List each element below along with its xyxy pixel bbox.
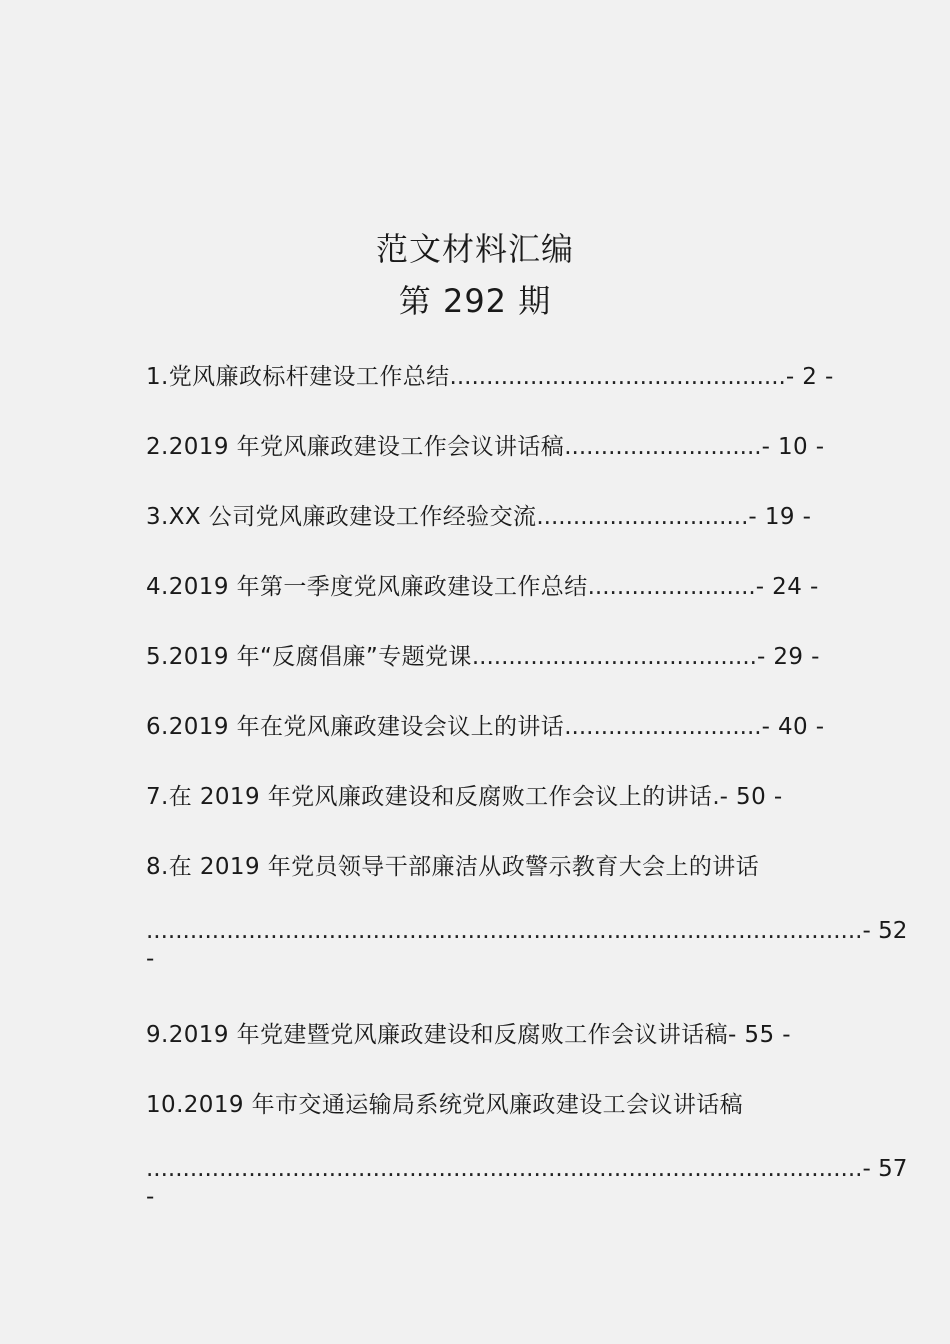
toc-page-number: - 24 - (755, 574, 819, 600)
toc-page-number: - 52 (862, 918, 908, 944)
toc-page-number: - 29 - (756, 644, 820, 670)
toc-page-number: - 10 - (761, 434, 825, 460)
toc-entry-title: 10.2019 年市交通运输局系统党风廉政建设工会议讲话稿 (146, 1092, 744, 1118)
toc-leader-dots: ........................... (564, 714, 762, 740)
toc-page-number: - 50 - (719, 784, 783, 810)
issue-number: 第 292 期 (398, 282, 552, 320)
toc-page-number: - 2 - (785, 364, 834, 390)
toc-entry-title: 9.2019 年党建暨党风廉政建设和反腐败工作会议讲话稿 (146, 1022, 728, 1048)
toc-entry-title: 8.在 2019 年党员领导干部廉洁从政警示教育大会上的讲话 (146, 854, 760, 880)
toc-entry-8[interactable] (146, 848, 759, 881)
toc-leader-dots: .................................................................................................. (146, 918, 863, 944)
toc-page-number-tail: - (146, 1184, 155, 1210)
toc-entry-1[interactable] (146, 358, 834, 391)
document-title: 范文材料汇编 (375, 230, 574, 268)
toc-entry-title: 5.2019 年“反腐倡廉”专题党课 (146, 644, 472, 670)
toc-entry-5[interactable] (146, 638, 820, 671)
toc-page-number: - 40 - (761, 714, 825, 740)
toc-entry-title: 2.2019 年党风廉政建设工作会议讲话稿 (146, 434, 565, 460)
toc-entry-3[interactable] (146, 498, 811, 531)
toc-page-number: - 57 (862, 1156, 908, 1182)
toc-entry-title: 1.党风廉政标杆建设工作总结 (146, 364, 450, 390)
toc-entry-6[interactable] (146, 708, 825, 741)
toc-leader-dots: ............................. (536, 504, 749, 530)
toc-leader-dots: ....................................... (471, 644, 757, 670)
toc-entry-2[interactable] (146, 428, 825, 461)
toc-leader-dots: .............................................. (449, 364, 786, 390)
toc-leader-dots: . (712, 784, 720, 810)
toc-entry-title: 4.2019 年第一季度党风廉政建设工作总结 (146, 574, 588, 600)
toc-entry-9[interactable] (146, 1016, 791, 1049)
toc-leader-dots: .................................................................................................. (146, 1156, 863, 1182)
toc-leader-dots: ....................... (587, 574, 756, 600)
toc-entry-title: 6.2019 年在党风廉政建设会议上的讲话 (146, 714, 565, 740)
toc-entry-title: 7.在 2019 年党风廉政建设和反腐败工作会议上的讲话 (146, 784, 713, 810)
toc-page-number: - 19 - (748, 504, 812, 530)
toc-entry-7[interactable] (146, 778, 783, 811)
toc-page-number: - 55 - (728, 1022, 791, 1048)
toc-entry-10-leader[interactable] (146, 1156, 907, 1182)
toc-entry-8-leader[interactable] (146, 918, 907, 944)
toc-leader-dots: ........................... (564, 434, 762, 460)
toc-page-number-tail: - (146, 946, 155, 972)
toc-entry-10[interactable] (146, 1086, 743, 1119)
toc-entry-title: 3.XX 公司党风廉政建设工作经验交流 (146, 504, 537, 530)
toc-entry-4[interactable] (146, 568, 819, 601)
